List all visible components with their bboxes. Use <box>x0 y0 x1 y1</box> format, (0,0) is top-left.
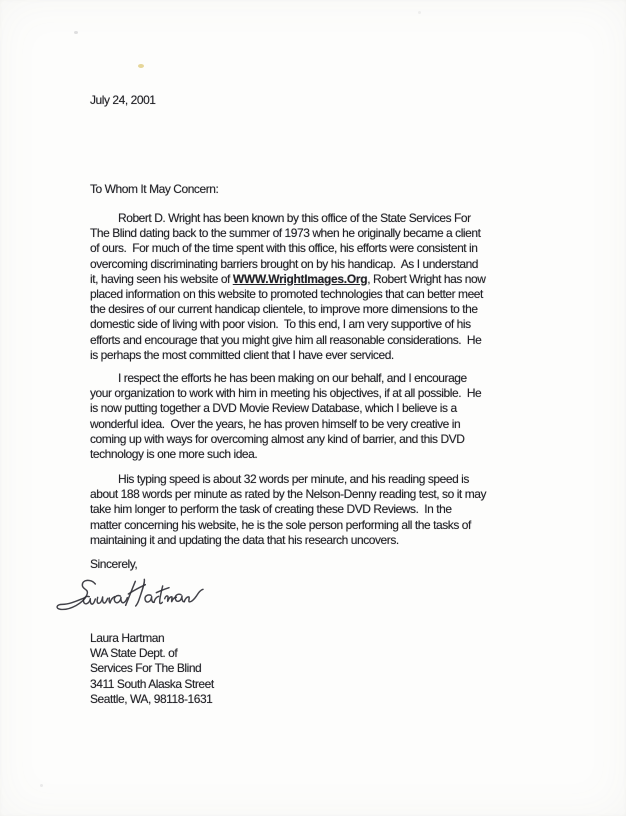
handwritten-signature <box>52 576 232 636</box>
letter-line: The Blind dating back to the summer of 1973 when he originally became a client <box>90 226 481 241</box>
sender-name: Laura Hartman <box>90 631 165 645</box>
paragraph-2 <box>90 371 560 462</box>
letter-line-text: it, having seen his website of <box>90 271 233 286</box>
letter-line: Robert D. Wright has been known by this office of the State Services For <box>118 211 471 225</box>
letter-line: placed information on this website to promoted technologies that can better meet <box>90 287 483 302</box>
scan-speck <box>418 11 421 14</box>
sender-org-line: Services For The Blind <box>90 661 202 676</box>
signature-block <box>90 631 214 707</box>
letter-line: technology is one more such idea. <box>90 447 258 462</box>
letter-line: efforts and encourage that you might give him all reasonable considerations. He <box>90 332 482 347</box>
letter-line: overcoming discriminating barriers brought on by his handicap. As I understand <box>90 256 479 271</box>
scan-speck <box>74 31 78 34</box>
letter-line: is perhaps the most committed client that I have ever serviced. <box>90 347 394 362</box>
letter-date: July 24, 2001 <box>90 93 156 107</box>
letter-line: matter concerning his website, he is the sole person performing all the tasks of <box>90 517 471 532</box>
letter-salutation: To Whom It May Concern: <box>90 182 219 196</box>
letter-line: coming up with ways for overcoming almost any kind of barrier, and this DVD <box>90 431 465 446</box>
letter-line: domestic side of living with poor vision. To this end, I am very supportive of his <box>90 317 471 332</box>
letter-line: is now putting together a DVD Movie Review Database, which I believe is a <box>90 401 457 416</box>
letter-line <box>90 272 560 287</box>
scan-speck <box>138 64 144 68</box>
letter-line: wonderful idea. Over the years, he has proven himself to be very creative in <box>90 416 461 431</box>
paragraph-3 <box>90 472 560 548</box>
letter-line: the desires of our current handicap clientele, to improve more dimensions to the <box>90 302 478 317</box>
letter-line: maintaining it and updating the data that his research uncovers. <box>90 532 399 547</box>
letter-line: about 188 words per minute as rated by the Nelson-Denny reading test, so it may <box>90 487 487 502</box>
letter-line-text: , Robert Wright has now <box>367 271 486 286</box>
letter-line: I respect the efforts he has been making on our behalf, and I encourage <box>118 371 467 385</box>
sender-address-line: 3411 South Alaska Street <box>90 676 214 691</box>
letter-closing: Sincerely, <box>90 557 138 571</box>
letter-line: of ours. For much of the time spent with this office, his efforts were consistent in <box>90 241 478 256</box>
sender-address-line: Seattle, WA, 98118-1631 <box>90 691 213 706</box>
letter-line: take him longer to perform the task of creating these DVD Reviews. In the <box>90 502 452 517</box>
letter-line: your organization to work with him in meeting his objectives, if at all possible. He <box>90 386 482 401</box>
scan-speck <box>40 784 43 787</box>
paragraph-1 <box>90 211 560 363</box>
sender-org-line: WA State Dept. of <box>90 646 178 661</box>
letter-line: His typing speed is about 32 words per minute, and his reading speed is <box>118 472 469 486</box>
website-link: WWW.WrightImages.Org <box>232 271 368 286</box>
